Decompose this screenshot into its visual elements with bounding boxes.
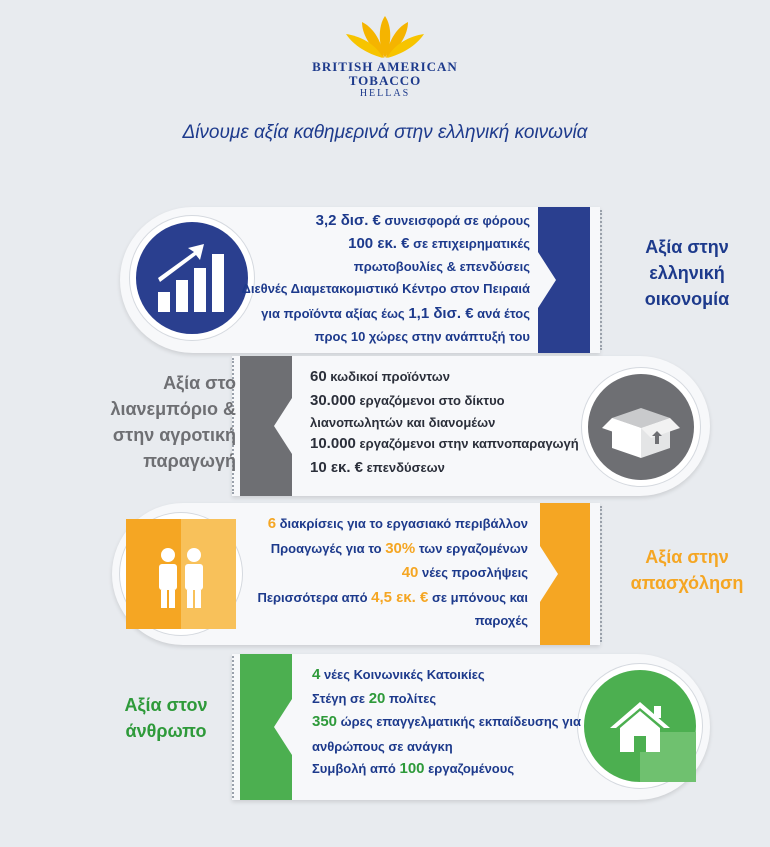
people-info-text: Συμβολή από xyxy=(312,761,400,776)
employment-icon-circle xyxy=(120,513,242,635)
employment-caption xyxy=(612,544,762,596)
employment-caption-line: απασχόληση xyxy=(630,573,744,593)
retail-info-line xyxy=(310,369,450,385)
people-info-text: ώρες επαγγελματικής εκπαίδευσης για xyxy=(337,714,582,729)
economy-info-text: ανά έτος xyxy=(473,306,530,321)
employment-bar-notch xyxy=(540,546,558,602)
employment-info-line xyxy=(268,516,528,532)
retail-caption xyxy=(46,370,236,474)
people-icon xyxy=(126,519,236,629)
brand-name-line2: TOBACCO xyxy=(348,73,422,88)
economy-caption-line: ελληνική xyxy=(649,263,725,283)
growth-chart-icon xyxy=(136,222,248,334)
people-info-figure: 100 xyxy=(399,760,425,777)
retail-info-line xyxy=(310,393,505,409)
people-info-line xyxy=(312,667,485,683)
people-caption-line: Αξία στον xyxy=(124,695,208,715)
economy-info-text: για προϊόντα αξίας έως xyxy=(261,306,409,321)
economy-info-text: σε επιχειρηματικές xyxy=(409,236,530,251)
employment-info-line xyxy=(257,590,528,606)
economy-info-text: πρωτοβουλίες & επενδύσεις xyxy=(353,259,530,274)
retail-icon-circle xyxy=(582,368,700,486)
retail-info-text: εργαζόμενοι στο δίκτυο xyxy=(355,393,505,408)
economy-info-line xyxy=(242,281,530,297)
employment-info-figure: 6 xyxy=(267,515,277,532)
retail-info-figure: 60 xyxy=(310,368,327,385)
economy-info-figure: 100 εκ. € xyxy=(348,235,410,252)
employment-info-line xyxy=(402,565,528,581)
economy-icon-circle xyxy=(130,216,254,340)
retail-info-text: κωδικοί προϊόντων xyxy=(326,369,450,384)
economy-bar-notch xyxy=(538,252,556,308)
retail-caption-line: λιανεμπόριο & xyxy=(110,399,236,419)
retail-info-figure: 30.000 xyxy=(310,392,356,409)
people-icon-circle xyxy=(578,664,702,788)
retail-info-text: επενδύσεων xyxy=(363,460,445,475)
brand-logo xyxy=(310,14,460,99)
people-info-figure: 350 xyxy=(312,713,338,730)
employment-divider xyxy=(600,506,602,642)
people-info-text: ανθρώπους σε ανάγκη xyxy=(312,739,453,754)
box-icon xyxy=(588,374,694,480)
employment-info-text: των εργαζομένων xyxy=(415,541,528,556)
retail-caption-line: παραγωγή xyxy=(143,451,236,471)
retail-caption-line: Αξία στο xyxy=(163,373,236,393)
retail-info-text: λιανοπωλητών και διανομέων xyxy=(310,415,496,430)
economy-info-text: Διεθνές Διαμετακομιστικό Κέντρο στον Πειραιά xyxy=(241,281,530,296)
retail-info-figure: 10 εκ. € xyxy=(310,459,364,476)
economy-info-figure: 1,1 δισ. € xyxy=(408,305,474,322)
employment-info-line xyxy=(475,613,528,629)
retail-info-line xyxy=(310,436,579,452)
people-info-line xyxy=(312,761,514,777)
economy-caption-line: οικονομία xyxy=(644,289,730,309)
retail-info-line xyxy=(310,460,445,476)
retail-caption-line: στην αγροτική xyxy=(112,425,236,445)
employment-info-text: διακρίσεις για το εργασιακό περιβάλλον xyxy=(276,516,528,531)
people-bar-notch xyxy=(274,699,292,755)
economy-info-line xyxy=(348,236,530,252)
people-info-line xyxy=(312,739,453,755)
economy-divider xyxy=(600,210,602,350)
economy-info-text: προς 10 χώρες στην ανάπτυξή του xyxy=(314,329,530,344)
employment-info-text: νέες προσλήψεις xyxy=(418,565,528,580)
employment-info-line xyxy=(271,541,528,557)
employment-caption-line: Αξία στην xyxy=(645,547,729,567)
retail-info-line xyxy=(310,415,495,431)
economy-caption xyxy=(612,234,762,312)
brand-name-line1: BRITISH AMERICAN xyxy=(312,59,458,74)
employment-info-text: Περισσότερα από xyxy=(257,590,372,605)
retail-info-text: εργαζόμενοι στην καπνοπαραγωγή xyxy=(355,436,579,451)
people-info-line xyxy=(312,691,436,707)
people-info-figure: 4 xyxy=(312,666,321,683)
people-info-line xyxy=(312,714,581,730)
economy-info-line xyxy=(354,259,530,275)
retail-bar-notch xyxy=(274,398,292,454)
economy-caption-line: Αξία στην xyxy=(645,237,729,257)
employment-info-text: παροχές xyxy=(474,613,528,628)
people-info-text: εργαζομένους xyxy=(424,761,515,776)
retail-info-figure: 10.000 xyxy=(310,435,356,452)
employment-info-text: σε μπόνους και xyxy=(428,590,528,605)
employment-info-text: Προαγωγές για το xyxy=(270,541,386,556)
slogan: Δίνουμε αξία καθημερινά στην ελληνική κοινωνία xyxy=(182,122,588,143)
employment-info-figure: 40 xyxy=(401,564,419,581)
people-info-text: πολίτες xyxy=(385,691,437,706)
brand-name-line3: HELLAS xyxy=(359,88,411,99)
people-info-text: νέες Κοινωνικές Κατοικίες xyxy=(320,667,485,682)
employment-info-figure: 30% xyxy=(385,540,416,557)
people-caption xyxy=(96,692,236,744)
tobacco-leaf-icon xyxy=(340,14,430,60)
economy-info-line xyxy=(261,306,530,322)
economy-info-text: συνεισφορά σε φόρους xyxy=(380,213,530,228)
people-caption-line: άνθρωπο xyxy=(125,721,207,741)
people-info-figure: 20 xyxy=(368,690,386,707)
house-icon xyxy=(584,670,696,782)
economy-info-line xyxy=(315,329,530,345)
economy-info-figure: 3,2 δισ. € xyxy=(315,212,381,229)
people-info-text: Στέγη σε xyxy=(312,691,369,706)
employment-info-figure: 4,5 εκ. € xyxy=(371,589,429,606)
economy-info-line xyxy=(316,213,530,229)
